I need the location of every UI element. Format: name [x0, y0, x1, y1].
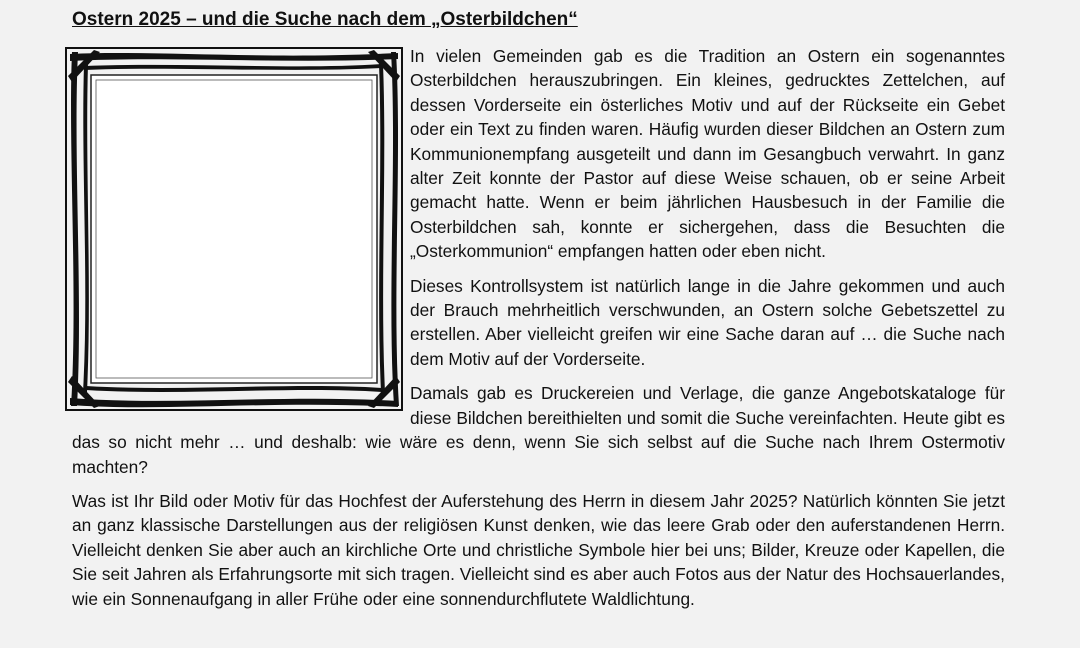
article-body [72, 44, 1005, 621]
paragraph-4: Was ist Ihr Bild oder Motiv für das Hochfest der Auferstehung des Herrn in diesem Jahr 2025? Natürlich könnten Sie jetzt an ganz klassische Darstellungen aus der religiösen Kunst denken, wie das leere Grab oder den auferstandenen Herrn. Vielleicht denken Sie aber auch an kirchliche Orte und christliche Symbole hier bei uns; Bilder, Kreuze oder Kapellen, die Sie seit Jahren als Erfahrungsorte mit sich tragen. Vielleicht sind es aber auch Fotos aus der Natur des Hochsauerlandes, wie ein Sonnenaufgang in aller Frühe oder eine sonnendurchflutete Waldlichtung. [72, 490, 1005, 609]
paragraph-1: In vielen Gemeinden gab es die Tradition an Ostern ein sogenanntes Osterbildchen herauszubringen. Ein kleines, gedrucktes Zettelchen, auf dessen Vorderseite ein österliches Motiv und auf der Rückseite ein Gebet oder ein Text zu finden waren. Häufig wurden dieser Bildchen an Ostern zum Kommunionempfang ausgeteilt und dann im Gesangbuch verwahrt. In ganz alter Zeit konnte der Pastor auf diese Weise schauen, ob er seine Arbeit gemacht hatte. Wenn er beim jährlichen Hausbesuch in der Familie die Osterbildchen sah, konnte er sichergehen, dass die Besuchten die „Osterkommunion“ empfangen hatten oder eben nicht. [410, 46, 1005, 262]
frame-placeholder [72, 44, 410, 412]
paragraph-3: Damals gab es Druckereien und Verlage, die ganze Angebotskataloge für diese Bildchen bereithielten und somit die Suche vereinfachten. Heute gibt es das so nicht mehr … und deshalb: wie wäre es denn, wenn Sie sich selbst auf die Suche nach Ihrem Ostermotiv machten? [72, 383, 1005, 477]
page-title: Ostern 2025 – und die Suche nach dem „Osterbildchen“ [72, 9, 578, 30]
paragraph-2: Dieses Kontrollsystem ist natürlich lange in die Jahre gekommen und auch der Brauch mehrheitlich verschwunden, an Ostern solche Gebetszettel zu erstellen. Aber vielleicht greifen wir eine Sache daran auf … die Suche nach dem Motiv auf der Vorderseite. [410, 275, 1005, 369]
